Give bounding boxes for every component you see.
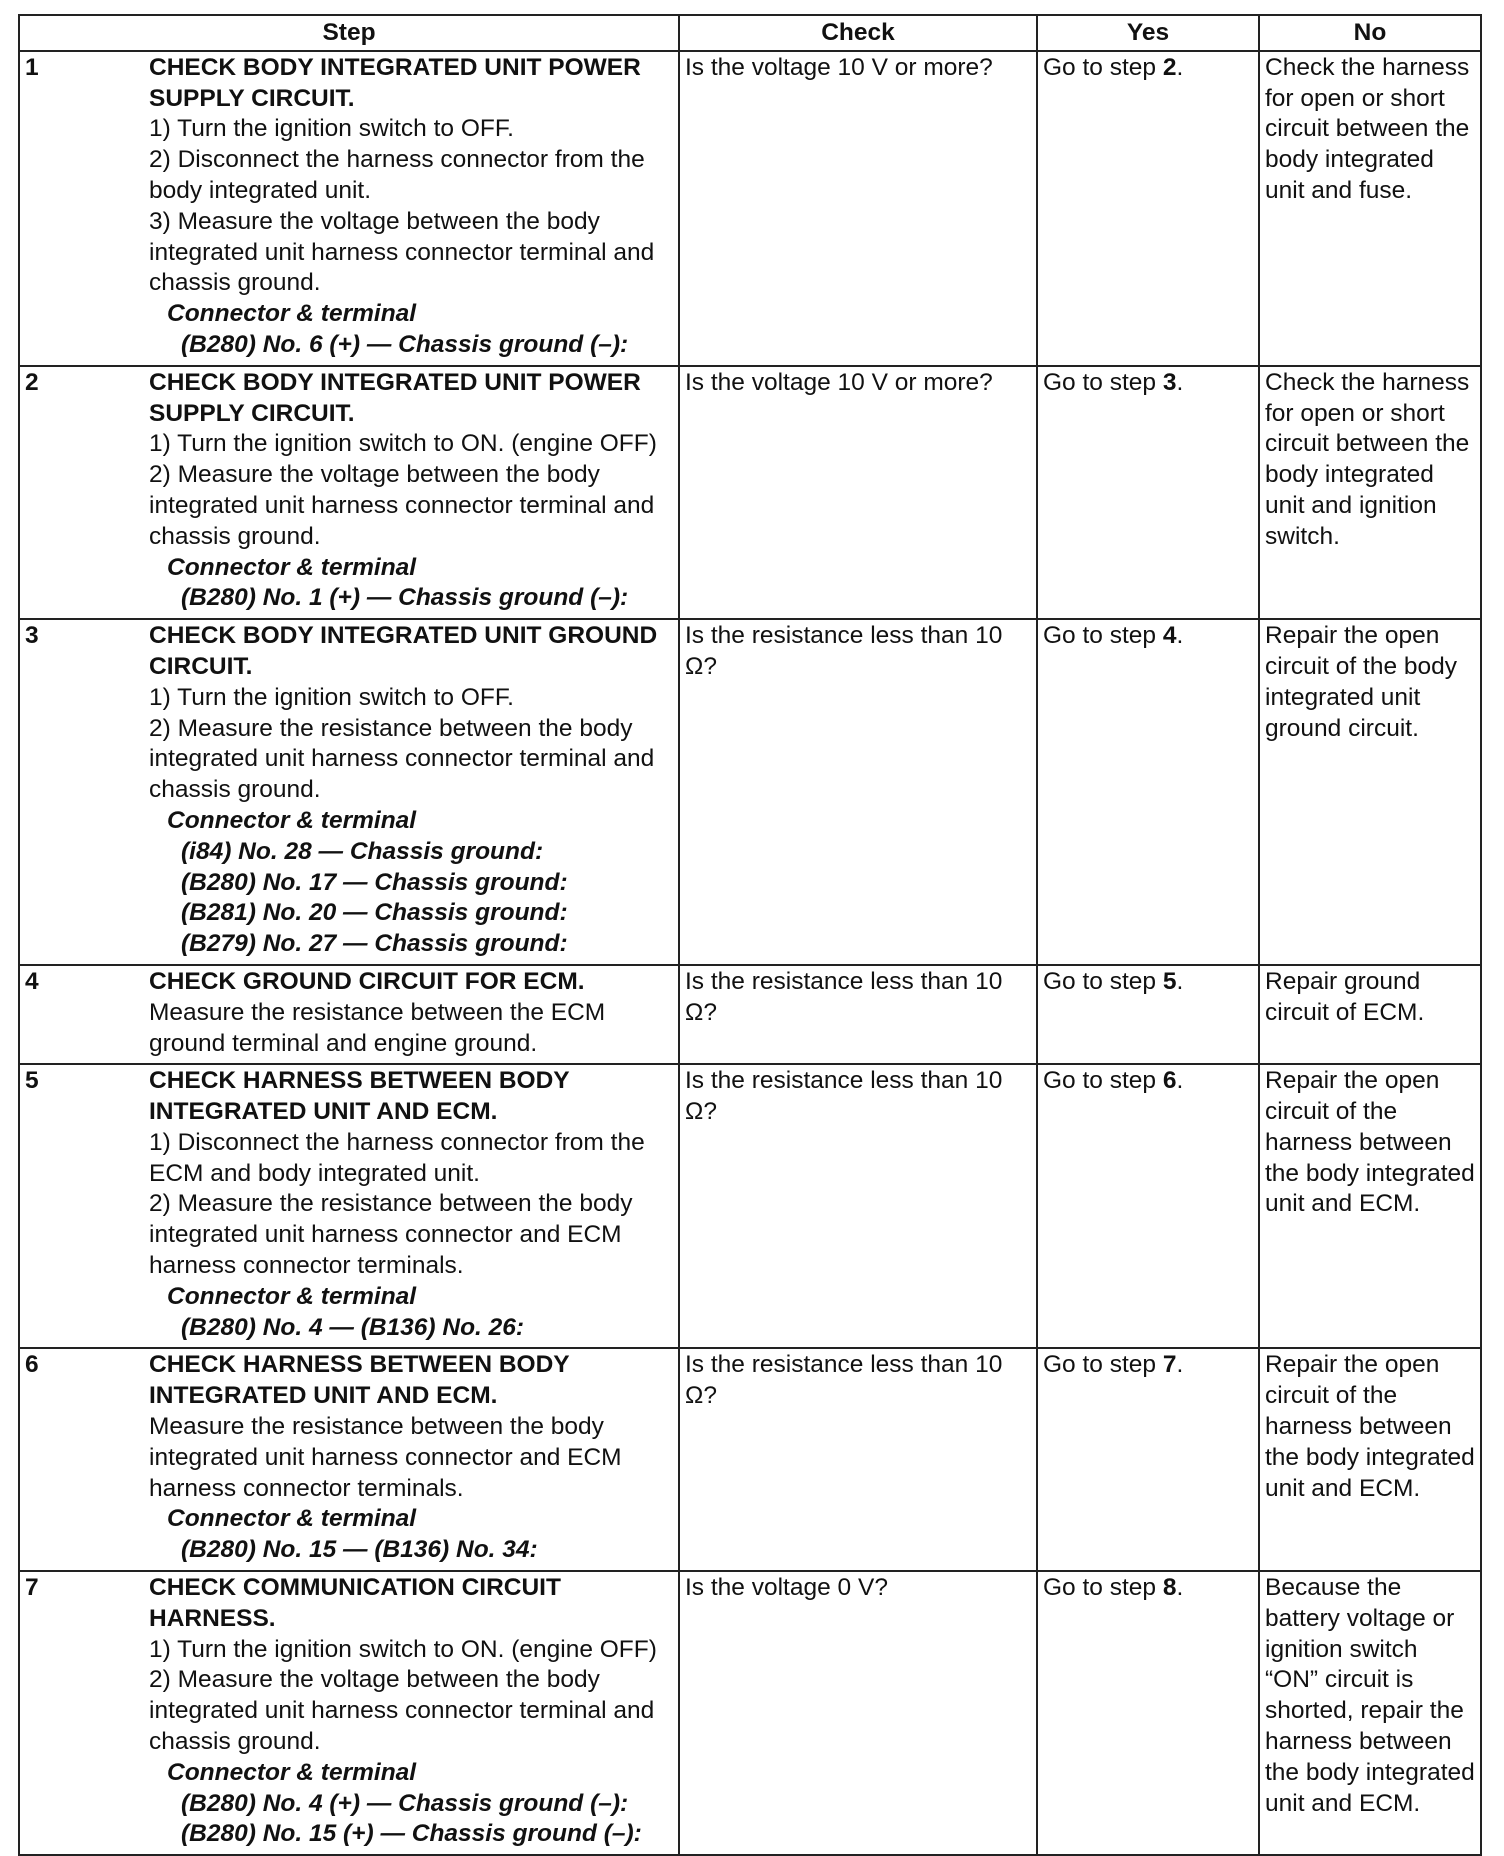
connector-terminal: (B280) No. 17 — Chassis ground: [181, 868, 568, 896]
step-number: 5 [19, 1064, 144, 1348]
no-action: Check the harness for open or short circuit between the body integrated unit and ignition switch. [1259, 366, 1481, 619]
step-procedure [144, 366, 679, 619]
connector-terminal: (B279) No. 27 — Chassis ground: [181, 930, 568, 958]
yes-suffix: . [1176, 967, 1184, 995]
check-question: Is the resistance less than 10 Ω? [679, 1348, 1037, 1571]
connector-label: Connector & terminal [167, 806, 417, 834]
step-instruction: 3) Measure the voltage between the body integrated unit harness connector terminal and chassis ground. [149, 207, 655, 297]
step-title: CHECK COMMUNICATION CIRCUIT HARNESS. [149, 1574, 561, 1632]
yes-action [1037, 965, 1259, 1064]
no-action: Repair ground circuit of ECM. [1259, 965, 1481, 1064]
step-title: CHECK HARNESS BETWEEN BODY INTEGRATED UNIT AND ECM. [149, 1351, 570, 1410]
table-row [19, 1571, 1481, 1855]
step-title: CHECK BODY INTEGRATED UNIT POWER SUPPLY CIRCUIT. [149, 53, 641, 112]
yes-prefix: Go to step [1043, 622, 1163, 650]
yes-prefix: Go to step [1043, 1351, 1163, 1379]
header-check: Check [679, 15, 1037, 51]
no-action: Repair the open circuit of the body integrated unit ground circuit. [1259, 619, 1481, 965]
step-number: 1 [19, 51, 144, 366]
step-title: CHECK HARNESS BETWEEN BODY INTEGRATED UNIT AND ECM. [149, 1067, 570, 1126]
check-question: Is the resistance less than 10 Ω? [679, 1064, 1037, 1348]
connector-terminal: (B280) No. 15 — (B136) No. 34: [181, 1536, 538, 1564]
yes-step-number: 6 [1162, 1067, 1177, 1095]
check-question: Is the voltage 10 V or more? [679, 366, 1037, 619]
step-instruction: Measure the resistance between the ECM ground terminal and engine ground. [149, 998, 606, 1057]
yes-step-number: 7 [1162, 1351, 1177, 1379]
yes-action [1037, 619, 1259, 965]
yes-prefix: Go to step [1043, 967, 1163, 995]
step-procedure [144, 1348, 679, 1571]
table-row [19, 1348, 1481, 1571]
table-row [19, 51, 1481, 366]
yes-action [1037, 1571, 1259, 1855]
header-no: No [1259, 15, 1481, 51]
yes-suffix: . [1176, 53, 1184, 81]
no-action: Check the harness for open or short circuit between the body integrated unit and fuse. [1259, 51, 1481, 366]
connector-terminal: (B280) No. 15 (+) — Chassis ground (–): [181, 1820, 642, 1848]
step-number: 3 [19, 619, 144, 965]
step-instruction: 1) Turn the ignition switch to ON. (engine OFF) [149, 1635, 657, 1663]
header-step: Step [19, 15, 679, 51]
step-instruction: 2) Disconnect the harness connector from the body integrated unit. [149, 146, 645, 204]
yes-prefix: Go to step [1043, 53, 1163, 81]
yes-action [1037, 366, 1259, 619]
yes-suffix: . [1176, 622, 1184, 650]
step-title: CHECK BODY INTEGRATED UNIT POWER SUPPLY CIRCUIT. [149, 368, 641, 427]
step-instruction: 2) Measure the resistance between the body integrated unit harness connector terminal and chassis ground. [149, 714, 655, 804]
connector-label: Connector & terminal [167, 553, 417, 581]
yes-step-number: 3 [1162, 368, 1177, 396]
yes-prefix: Go to step [1043, 368, 1163, 396]
yes-action [1037, 51, 1259, 366]
check-question: Is the voltage 0 V? [679, 1571, 1037, 1855]
yes-suffix: . [1176, 1067, 1184, 1095]
yes-action [1037, 1064, 1259, 1348]
connector-terminal: (B280) No. 4 — (B136) No. 26: [181, 1313, 525, 1341]
step-title: CHECK BODY INTEGRATED UNIT GROUND CIRCUIT. [149, 622, 658, 680]
connector-terminal: (B280) No. 4 (+) — Chassis ground (–): [181, 1789, 629, 1817]
connector-label: Connector & terminal [167, 1505, 417, 1533]
check-question: Is the resistance less than 10 Ω? [679, 965, 1037, 1064]
connector-terminal: (B281) No. 20 — Chassis ground: [181, 899, 568, 927]
step-instruction: 1) Turn the ignition switch to OFF. [149, 115, 514, 143]
step-number: 6 [19, 1348, 144, 1571]
connector-label: Connector & terminal [167, 1758, 417, 1786]
step-number: 7 [19, 1571, 144, 1855]
step-instruction: 1) Disconnect the harness connector from the ECM and body integrated unit. [149, 1128, 645, 1187]
step-procedure [144, 51, 679, 366]
header-row [19, 15, 1481, 51]
step-title: CHECK GROUND CIRCUIT FOR ECM. [149, 967, 585, 995]
header-yes: Yes [1037, 15, 1259, 51]
step-instruction: 2) Measure the resistance between the body integrated unit harness connector and ECM harness connector terminals. [149, 1190, 633, 1280]
step-number: 4 [19, 965, 144, 1064]
no-action: Repair the open circuit of the harness between the body integrated unit and ECM. [1259, 1064, 1481, 1348]
connector-terminal: (B280) No. 6 (+) — Chassis ground (–): [181, 330, 629, 358]
step-instruction: 2) Measure the voltage between the body integrated unit harness connector terminal and chassis ground. [149, 1666, 655, 1756]
step-procedure [144, 1571, 679, 1855]
yes-step-number: 5 [1162, 967, 1177, 995]
step-number: 2 [19, 366, 144, 619]
yes-suffix: . [1176, 1351, 1184, 1379]
step-instruction: 1) Turn the ignition switch to ON. (engine OFF) [149, 430, 657, 458]
table-row [19, 965, 1481, 1064]
connector-terminal: (i84) No. 28 — Chassis ground: [181, 837, 544, 865]
table-body [19, 51, 1481, 1855]
step-procedure [144, 965, 679, 1064]
check-question: Is the voltage 10 V or more? [679, 51, 1037, 366]
yes-step-number: 2 [1162, 53, 1177, 81]
yes-action [1037, 1348, 1259, 1571]
table-row [19, 366, 1481, 619]
table-row [19, 1064, 1481, 1348]
step-procedure [144, 619, 679, 965]
step-instruction: 2) Measure the voltage between the body integrated unit harness connector terminal and chassis ground. [149, 461, 655, 550]
step-procedure [144, 1064, 679, 1348]
connector-terminal: (B280) No. 1 (+) — Chassis ground (–): [181, 584, 629, 612]
yes-step-number: 8 [1162, 1574, 1177, 1602]
yes-step-number: 4 [1162, 622, 1177, 650]
no-action: Because the battery voltage or ignition switch “ON” circuit is shorted, repair the harness between the body integrated unit and ECM. [1259, 1571, 1481, 1855]
yes-prefix: Go to step [1043, 1067, 1163, 1095]
yes-suffix: . [1176, 1574, 1184, 1602]
step-instruction: 1) Turn the ignition switch to OFF. [149, 683, 514, 711]
connector-label: Connector & terminal [167, 300, 417, 328]
connector-label: Connector & terminal [167, 1282, 417, 1310]
yes-prefix: Go to step [1043, 1574, 1163, 1602]
yes-suffix: . [1176, 368, 1184, 396]
table-row [19, 619, 1481, 965]
no-action: Repair the open circuit of the harness between the body integrated unit and ECM. [1259, 1348, 1481, 1571]
step-instruction: Measure the resistance between the body integrated unit harness connector and ECM harness connector terminals. [149, 1413, 622, 1502]
check-question: Is the resistance less than 10 Ω? [679, 619, 1037, 965]
diagnostic-table [18, 14, 1482, 1856]
